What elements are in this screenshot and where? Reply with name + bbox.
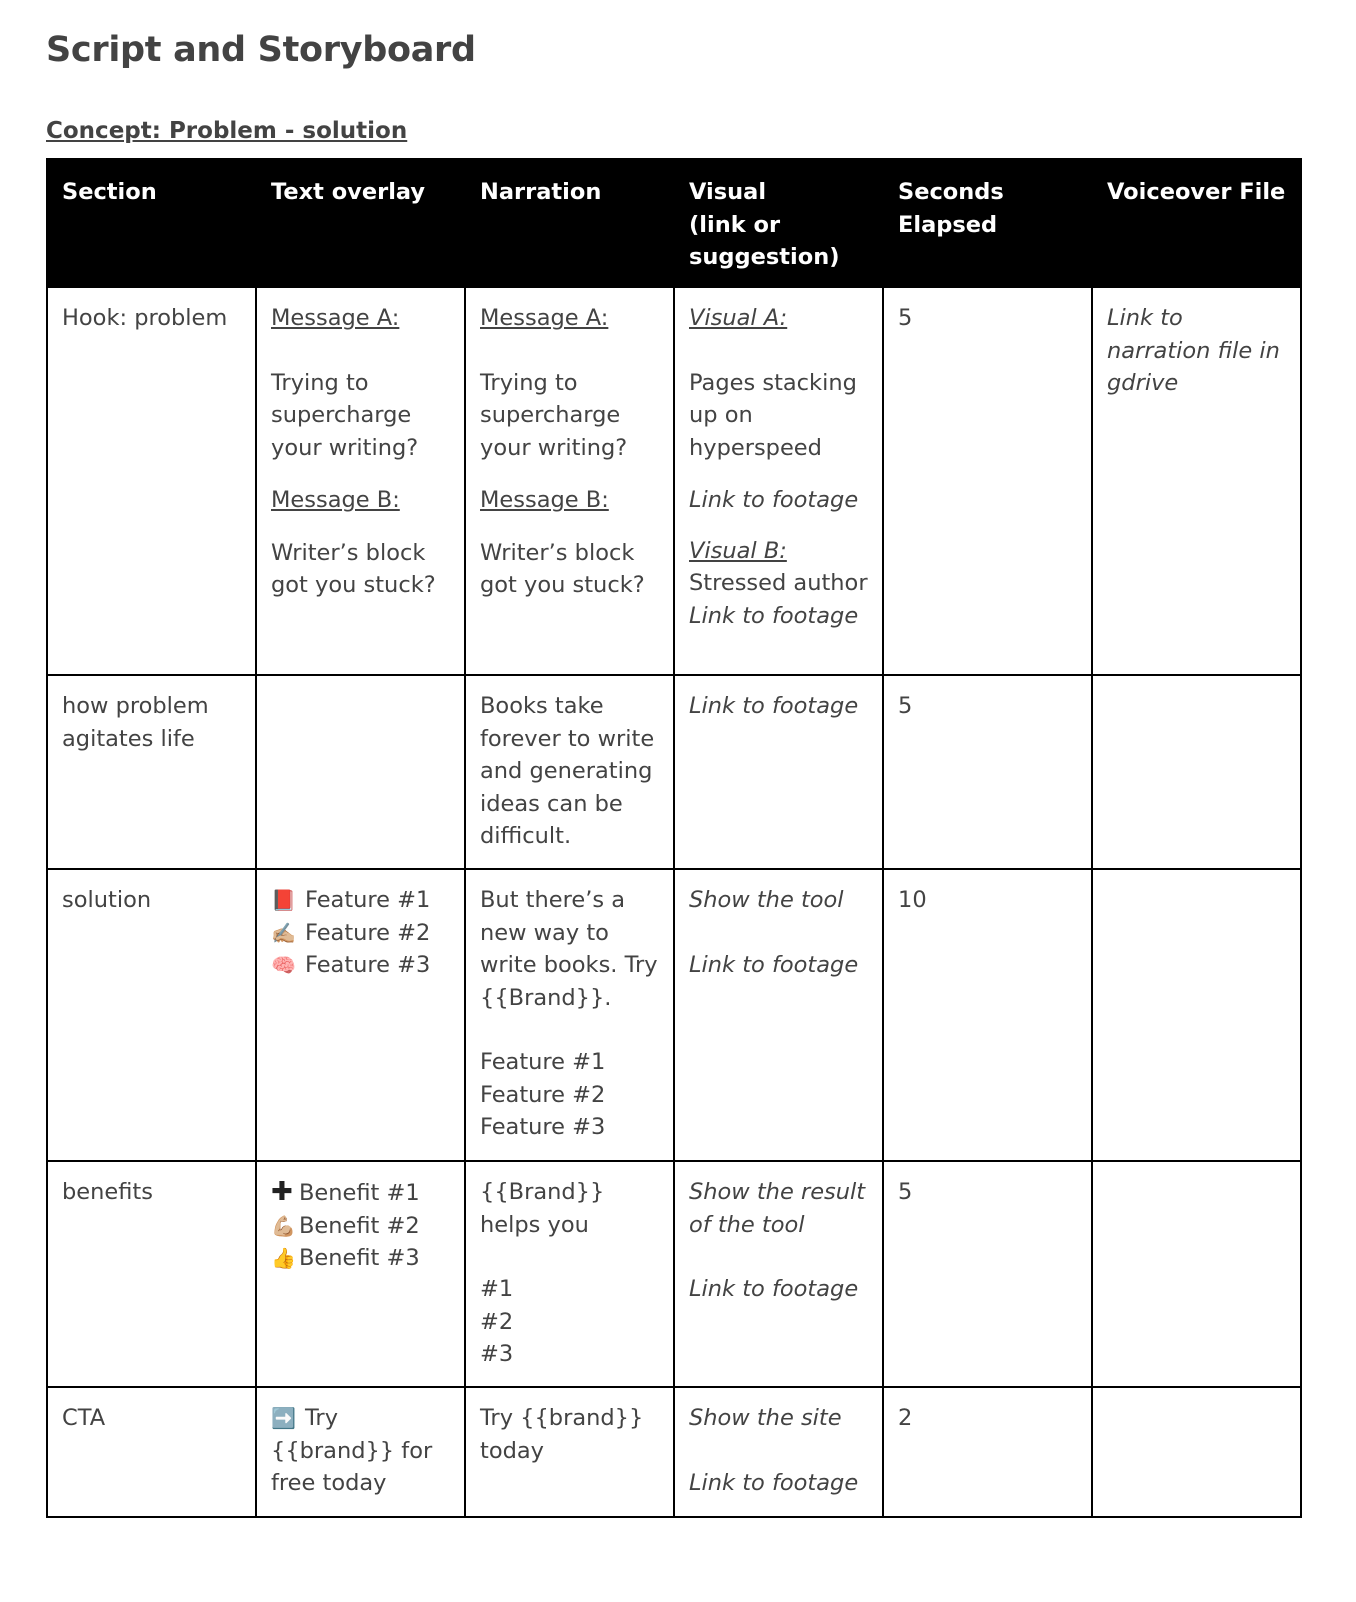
overlay-message-b: Writer’s block got you stuck? [271, 539, 436, 598]
visual-a-label[interactable]: Visual A: [689, 305, 788, 331]
overlay-feature-3: 🧠 Feature #3 [271, 949, 451, 982]
visual-footage-link[interactable]: Link to footage [674, 675, 883, 869]
cell-text-overlay [256, 1161, 465, 1387]
visual-b-footage-link[interactable]: Link to footage [689, 602, 859, 629]
overlay-message-a: Trying to supercharge your writing? [271, 369, 419, 461]
thumbs-up-icon: 👍 [271, 1246, 296, 1270]
cell-section: solution [47, 869, 256, 1161]
visual-a-description: Pages stacking up on hyperspeed [689, 369, 857, 461]
red-book-icon: 📕 [271, 888, 296, 912]
narration-item-2: #2 [480, 1308, 514, 1335]
narration-message-b-label: Message B: [480, 487, 609, 513]
plus-icon: ✚ [271, 1177, 293, 1207]
visual-suggestion: Show the tool [689, 887, 844, 913]
writing-hand-icon: ✍🏼 [271, 920, 296, 945]
visual-b-label[interactable]: Visual B: [689, 537, 787, 564]
narration-item-1: #1 [480, 1276, 514, 1302]
header-visual-line-3: suggestion) [689, 244, 840, 270]
cell-voiceover [1092, 869, 1301, 1161]
right-arrow-icon: ➡️ [271, 1406, 296, 1430]
header-seconds-line-1: Seconds [898, 179, 1004, 205]
cell-voiceover [1092, 675, 1301, 869]
cell-narration: Books take forever to write and generating ideas can be difficult. [465, 675, 674, 869]
overlay-benefit-2: 💪🏼 Benefit #2 [271, 1210, 451, 1243]
narration-message-a: Trying to supercharge your writing? [480, 369, 628, 461]
narration-feature-3: Feature #3 [480, 1114, 606, 1140]
table-header-row [47, 159, 1301, 287]
narration-feature-1: Feature #1 [480, 1049, 606, 1075]
narration-message-b: Writer’s block got you stuck? [480, 539, 645, 598]
visual-suggestion: Show the site [689, 1405, 842, 1431]
cell-section: how problem agitates life [47, 675, 256, 869]
cell-section: Hook: problem [47, 287, 256, 675]
cell-text-overlay [256, 1387, 465, 1517]
overlay-benefit-1: ✚ Benefit #1 [271, 1177, 420, 1207]
cell-text-overlay [256, 869, 465, 1161]
cell-visual [674, 1387, 883, 1517]
overlay-message-a-label: Message A: [271, 305, 400, 331]
cell-voiceover [1092, 1161, 1301, 1387]
cell-narration [465, 869, 674, 1161]
narration-message-a-label: Message A: [480, 305, 609, 331]
visual-b-description: Stressed author [689, 570, 868, 596]
narration-item-3: #3 [480, 1341, 514, 1367]
cell-seconds: 5 [883, 1161, 1092, 1387]
visual-suggestion: Show the result of the tool [689, 1179, 866, 1238]
storyboard-table [46, 158, 1302, 1518]
cell-seconds: 10 [883, 869, 1092, 1161]
header-voiceover: Voiceover File [1092, 159, 1301, 287]
cell-section: CTA [47, 1387, 256, 1517]
page-title: Script and Storyboard [46, 30, 476, 70]
cell-narration: Try {{brand}} today [465, 1387, 674, 1517]
narration-text: {{Brand}} helps you [480, 1179, 605, 1238]
flexed-biceps-icon: 💪🏼 [271, 1213, 296, 1238]
cell-visual [674, 1161, 883, 1387]
cell-voiceover [1092, 1387, 1301, 1517]
cell-section: benefits [47, 1161, 256, 1387]
cell-seconds: 5 [883, 287, 1092, 675]
header-seconds-line-2: Elapsed [898, 211, 998, 238]
cell-narration [465, 1161, 674, 1387]
header-text-overlay: Text overlay [256, 159, 465, 287]
narration-feature-2: Feature #2 [480, 1081, 606, 1108]
visual-footage-link[interactable]: Link to footage [689, 1469, 859, 1496]
cell-visual [674, 869, 883, 1161]
cell-narration [465, 287, 674, 675]
header-visual [674, 159, 883, 287]
overlay-feature-1: 📕 Feature #1 [271, 884, 451, 917]
table-row [47, 287, 1301, 675]
document-page [46, 24, 1310, 1496]
narration-text: But there’s a new way to write books. Try {{Brand}}. [480, 887, 658, 1011]
table-row [47, 1161, 1301, 1387]
header-seconds [883, 159, 1092, 287]
voiceover-file-link[interactable]: Link to narration file in gdrive [1092, 287, 1301, 675]
table-row [47, 1387, 1301, 1517]
header-narration: Narration [465, 159, 674, 287]
header-section: Section [47, 159, 256, 287]
cell-seconds: 2 [883, 1387, 1092, 1517]
header-visual-line-1: Visual [689, 179, 767, 205]
visual-footage-link[interactable]: Link to footage [689, 1276, 859, 1302]
header-visual-line-2: (link or [689, 211, 781, 238]
overlay-cta-text: Try {{brand}} for free today [271, 1405, 433, 1496]
cell-text-overlay [256, 675, 465, 869]
overlay-benefit-3: 👍 Benefit #3 [271, 1242, 451, 1275]
concept-heading: Concept: Problem - solution [46, 118, 408, 144]
table-row [47, 675, 1301, 869]
cell-text-overlay [256, 287, 465, 675]
overlay-message-b-label: Message B: [271, 487, 400, 513]
visual-footage-link[interactable]: Link to footage [689, 951, 859, 978]
visual-a-footage-link[interactable]: Link to footage [689, 487, 859, 513]
cell-seconds: 5 [883, 675, 1092, 869]
brain-icon: 🧠 [271, 953, 296, 977]
cell-visual [674, 287, 883, 675]
overlay-feature-2: ✍🏼 Feature #2 [271, 917, 451, 950]
table-row [47, 869, 1301, 1161]
